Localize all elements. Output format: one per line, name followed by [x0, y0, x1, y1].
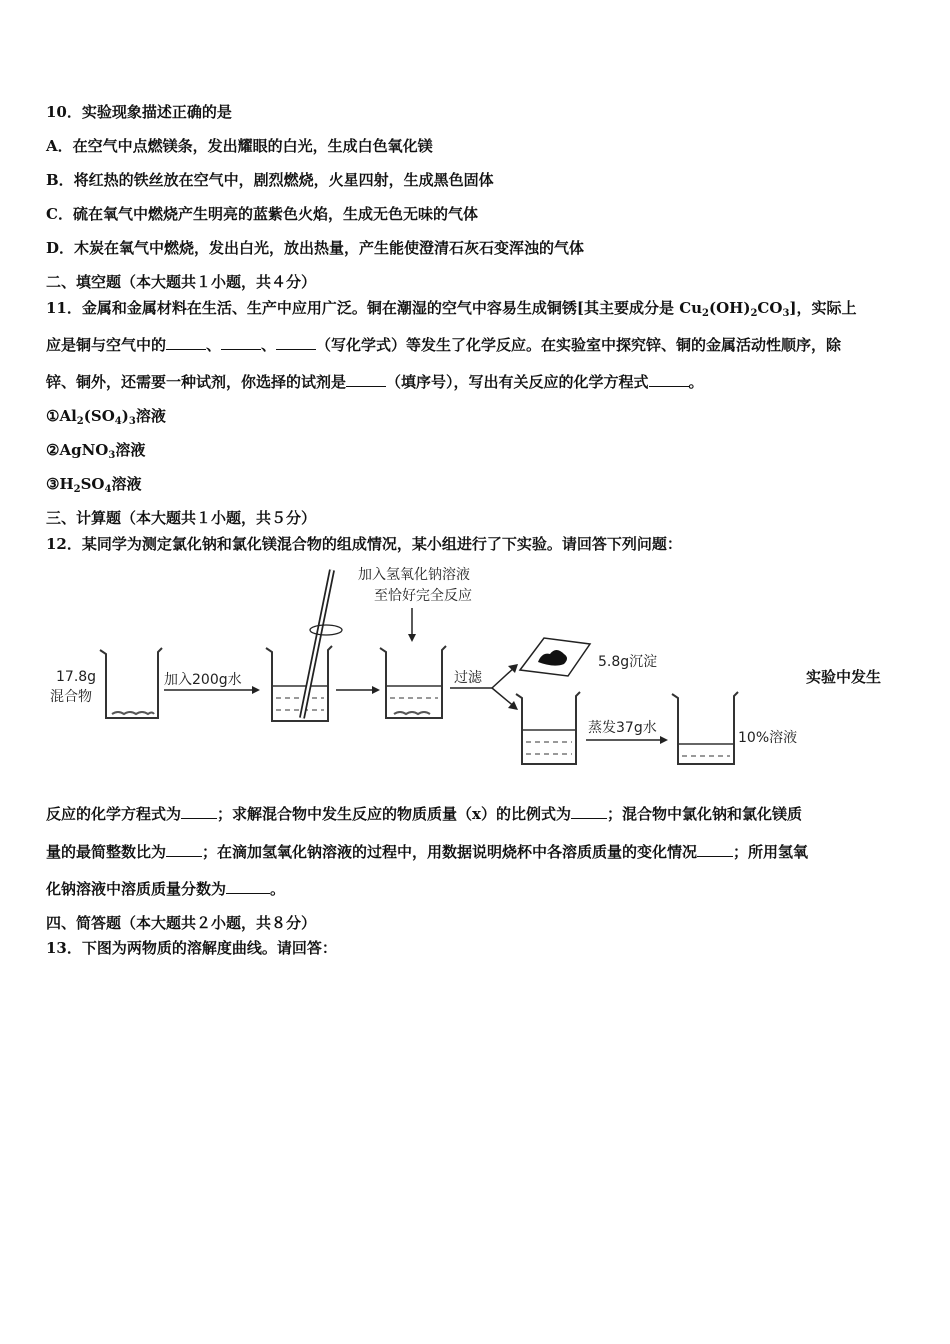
answer-blank[interactable] — [221, 335, 261, 350]
arrow-5-head — [660, 736, 668, 744]
answer-blank[interactable] — [571, 804, 607, 819]
section-3-title: 三、计算题（本大题共１小题，共５分） — [46, 509, 317, 527]
mixture-label: 混合物 — [50, 689, 92, 705]
q11-option-2: ②AgNO$_3$溶液 — [46, 441, 146, 461]
answer-blank[interactable] — [649, 372, 689, 387]
section-2-title: 二、填空题（本大题共１小题，共４分） — [46, 273, 317, 291]
q10-option-a: A．在空气中点燃镁条，发出耀眼的白光，生成白色氧化镁 — [46, 137, 433, 155]
q10-option-b: B．将红热的铁丝放在空气中，剧烈燃烧，火星四射，生成黑色固体 — [46, 171, 494, 189]
add-naoh-label-1: 加入氢氧化钠溶液 — [358, 567, 470, 583]
beaker-reaction — [380, 646, 446, 718]
q11-line-2: 应是铜与空气中的 、 、 （写化学式）等发生了化学反应。在实验室中探究锌、铜的金属活动性顺序，除 — [46, 336, 842, 354]
answer-blank[interactable] — [181, 804, 217, 819]
precipitate-label: 5.8g沉淀 — [598, 654, 658, 670]
beaker-dissolving — [266, 570, 342, 721]
q12-stem: 12．某同学为测定氯化钠和氯化镁混合物的组成情况，某小组进行了下实验。请回答下列问题： — [46, 535, 682, 553]
q12-line-2: 反应的化学方程式为 ；求解混合物中发生反应的物质质量（x）的比例式为 ；混合物中氯化钠和氯化镁质 — [46, 805, 802, 823]
q10-stem: 10．实验现象描述正确的是 — [46, 103, 232, 121]
q10-option-c: C．硫在氧气中燃烧产生明亮的蓝紫色火焰，生成无色无味的气体 — [46, 205, 478, 223]
answer-blank[interactable] — [697, 842, 733, 857]
add-water-label: 加入200g水 — [164, 672, 242, 688]
mixture-mass-label: 17.8g — [56, 669, 97, 685]
q12-text-right: 实验中发生 — [806, 668, 882, 686]
q11-line-1: 11．金属和金属材料在生活、生产中应用广泛。铜在潮湿的空气中容易生成铜锈[其主要成分是 $Cu_2(OH)_2CO_3$]，实际上 — [46, 299, 857, 319]
filter-label: 过滤 — [454, 670, 482, 686]
beaker-filtrate — [516, 692, 580, 764]
answer-blank[interactable] — [166, 335, 206, 350]
q11-option-3: $③H_2SO_4$溶液 — [46, 475, 142, 495]
answer-blank[interactable] — [166, 842, 202, 857]
solution-label: 10%溶液 — [738, 730, 798, 746]
answer-blank[interactable] — [276, 335, 316, 350]
arrow-1-head — [252, 686, 260, 694]
q10-option-d: D．木炭在氧气中燃烧，发出白光，放出热量，产生能使澄清石灰石变浑浊的气体 — [46, 239, 585, 257]
q11-line-3: 锌、铜外，还需要一种试剂，你选择的试剂是 （填序号），写出有关反应的化学方程式 。 — [46, 373, 704, 391]
q11-option-1: $①Al_2(SO_4)_3$溶液 — [46, 407, 166, 427]
q12-line-3: 量的最简整数比为 ；在滴加氢氧化钠溶液的过程中，用数据说明烧杯中各溶质质量的变化情况 ；所用氢氧 — [46, 843, 809, 861]
beaker-mixture — [100, 648, 162, 718]
q13-stem: 13．下图为两物质的溶解度曲线。请回答： — [46, 939, 337, 957]
section-4-title: 四、简答题（本大题共２小题，共８分） — [46, 914, 317, 932]
arrow-2-head — [372, 686, 380, 694]
arrow-3-head — [408, 634, 416, 642]
q12-line-4: 化钠溶液中溶质质量分数为 。 — [46, 880, 286, 898]
beaker-final-solution — [672, 692, 738, 764]
answer-blank[interactable] — [226, 879, 270, 894]
evaporate-label: 蒸发37g水 — [588, 720, 657, 736]
add-naoh-label-2: 至恰好完全反应 — [374, 588, 472, 604]
experiment-diagram — [46, 558, 906, 778]
precipitate-on-filter-paper — [520, 638, 590, 676]
answer-blank[interactable] — [346, 372, 386, 387]
